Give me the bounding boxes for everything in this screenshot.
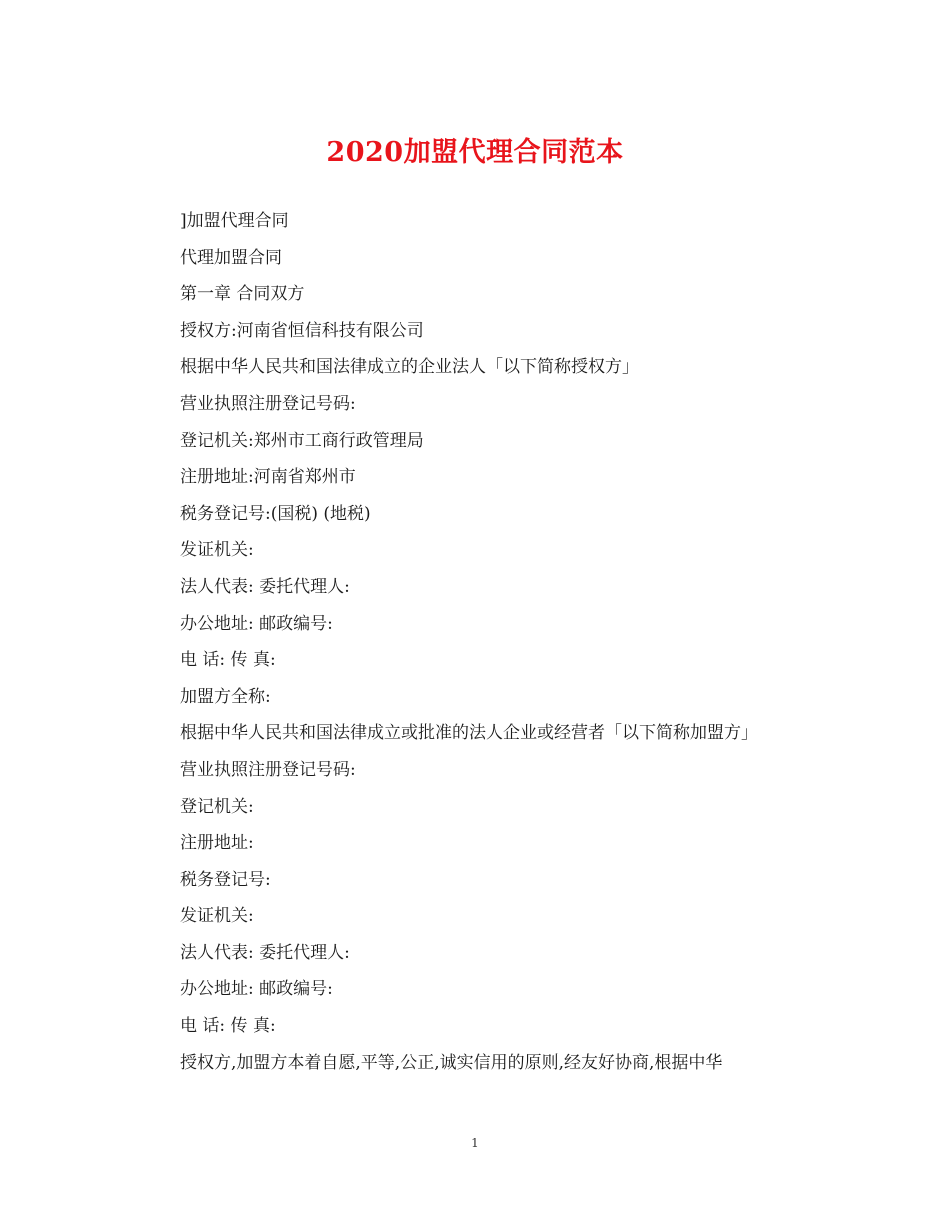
paragraph: 根据中华人民共和国法律成立或批准的法人企业或经营者「以下简称加盟方」 [180, 723, 758, 744]
paragraph: 发证机关: [180, 906, 254, 927]
paragraph: 发证机关: [180, 540, 254, 561]
paragraph: 登记机关: [180, 796, 254, 817]
paragraph: 根据中华人民共和国法律成立的企业法人「以下简称授权方」 [180, 357, 639, 378]
paragraph: 电 话: 传 真: [180, 1016, 276, 1037]
paragraph: 营业执照注册登记号码: [180, 393, 356, 414]
paragraph: 税务登记号: [180, 869, 271, 890]
paragraph: 登记机关:郑州市工商行政管理局 [180, 430, 424, 451]
paragraph: ]加盟代理合同 [180, 211, 289, 231]
paragraph: 法人代表: 委托代理人: [180, 942, 350, 963]
paragraph: 电 话: 传 真: [180, 650, 276, 671]
document-title: 2020加盟代理合同范本 [326, 137, 624, 168]
paragraph: 营业执照注册登记号码: [180, 759, 356, 780]
paragraph: 税务登记号:(国税) (地税) [180, 503, 371, 524]
document-body [143, 203, 813, 1081]
paragraph: 办公地址: 邮政编号: [180, 613, 333, 634]
paragraph: 注册地址: [180, 833, 254, 854]
paragraph: 注册地址:河南省郑州市 [180, 467, 356, 488]
page-number: 1 [471, 1136, 479, 1150]
paragraph: 办公地址: 邮政编号: [180, 979, 333, 1000]
paragraph: 加盟方全称: [180, 686, 271, 707]
paragraph: 法人代表: 委托代理人: [180, 576, 350, 597]
section-heading: 第一章 合同双方 [180, 284, 305, 305]
paragraph: 授权方,加盟方本着自愿,平等,公正,诚实信用的原则,经友好协商,根据中华 [180, 1052, 723, 1073]
paragraph: 代理加盟合同 [180, 247, 282, 268]
paragraph: 授权方:河南省恒信科技有限公司 [180, 320, 424, 341]
